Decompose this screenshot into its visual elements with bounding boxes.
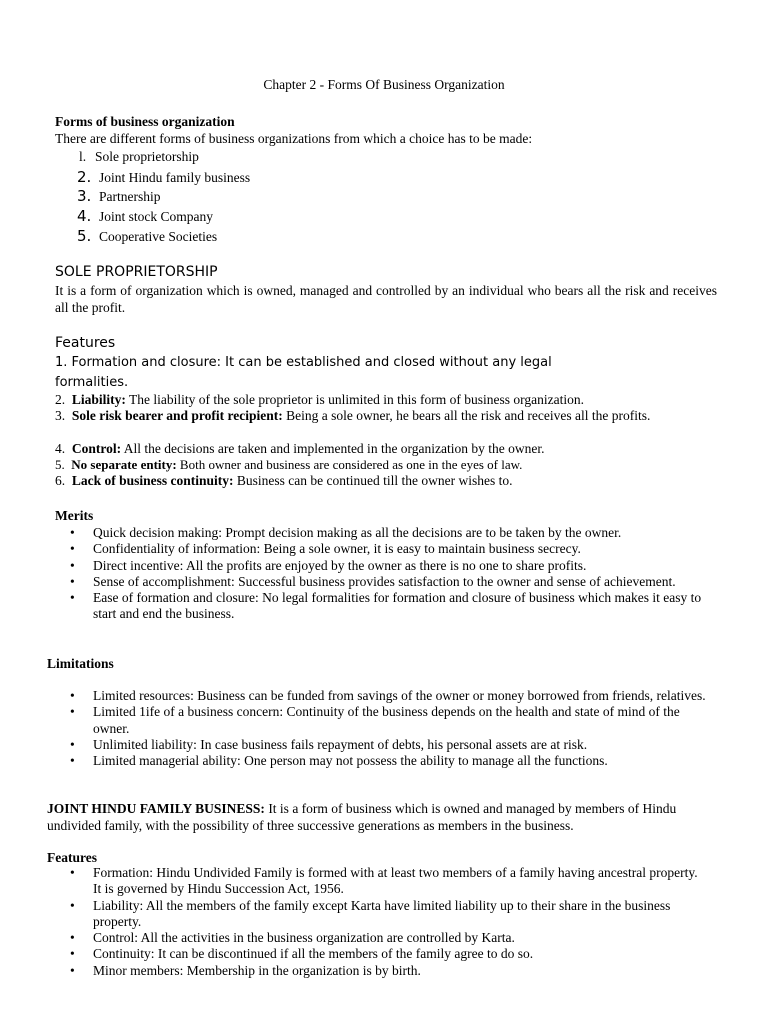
jhfb-heading: JOINT HINDU FAMILY BUSINESS: [47, 801, 265, 816]
feature-label: Lack of business continuity: [71, 473, 234, 488]
list-item: • Limited 1ife of a business concern: Continuity of the business depends on the health and state of mind of the owner. [70, 704, 680, 736]
feature-6 [55, 473, 513, 489]
list-item: • Unlimited liability: In case business fails repayment of debts, his personal assets are at risk. [70, 736, 588, 752]
jhfb-definition-text: It is a form of business which is owned and managed by members of Hindu undivided family, with the possibility of three successive generations as members in the business. [47, 801, 677, 833]
list-text: Partnership [99, 189, 161, 204]
bullet-icon: • [70, 946, 75, 962]
list-item: • Liability: All the members of the family except Karta have limited liability up to their share in the business property. [70, 897, 671, 929]
bullet-icon: • [70, 557, 75, 573]
list-item: • Control: All the activities in the business organization are controlled by Karta. [70, 930, 515, 946]
sole-heading: SOLE PROPRIETORSHIP [55, 264, 218, 280]
forms-heading: Forms of business organization [55, 114, 235, 129]
bullet-icon: • [70, 753, 75, 769]
feature-label: No separate entity: [71, 457, 177, 472]
list-item: • Continuity: It can be discontinued if all the members of the family agree to do so. [70, 946, 534, 962]
merits-heading: Merits [55, 508, 94, 523]
jhfb-definition [47, 801, 722, 834]
feature-number: 5. [55, 457, 65, 472]
feature-text: Being a sole owner, he bears all the risk and receives all the profits. [286, 408, 651, 423]
limitations-list [47, 688, 707, 769]
forms-list-item-5 [77, 227, 217, 245]
jhfb-features-list [47, 865, 707, 979]
bullet-icon: • [70, 525, 75, 540]
features-heading: Features [55, 335, 116, 351]
feature-3 [55, 408, 695, 424]
bullet-icon: • [70, 930, 75, 946]
bullet-icon: • [70, 962, 75, 978]
list-number: l. [79, 149, 87, 164]
feature-1-line2: formalities. [55, 375, 129, 390]
feature-text: Business can be continued till the owner wishes to. [236, 473, 513, 488]
feature-number: 3. [55, 408, 66, 423]
list-item: • Minor members: Membership in the organization is by birth. [70, 962, 421, 978]
feature-label: Liability: [71, 392, 126, 407]
list-text: Joint Hindu family business [99, 170, 251, 185]
bullet-icon: • [70, 736, 75, 752]
list-number: 4. [77, 207, 92, 225]
bullet-icon: • [70, 865, 75, 880]
list-item: • Limited managerial ability: One person may not possess the ability to manage all the functions. [70, 753, 608, 769]
limitations-heading: Limitations [47, 656, 114, 671]
feature-4 [55, 441, 545, 457]
list-item: • Quick decision making: Prompt decision making as all the decisions are to be taken by the owner. [70, 525, 622, 540]
list-item: • Limited resources: Business can be funded from savings of the owner or money borrowed from friends, relatives. [70, 688, 706, 703]
list-item: • Confidentiality of information: Being a sole owner, it is easy to maintain business secrecy. [70, 541, 581, 557]
feature-number: 4. [55, 441, 66, 456]
bullet-icon: • [70, 688, 75, 703]
forms-list-item-4 [77, 207, 213, 225]
list-item: • Sense of accomplishment: Successful business provides satisfaction to the owner and sense of achievement. [70, 573, 676, 589]
feature-number: 2. [55, 392, 66, 407]
forms-list-item-2 [77, 168, 250, 186]
feature-text: The liability of the sole proprietor is unlimited in this form of business organization. [129, 392, 584, 407]
feature-label: Control: [71, 441, 122, 456]
feature-2 [55, 392, 584, 408]
merits-list [47, 525, 707, 623]
bullet-icon: • [70, 704, 75, 720]
sole-definition: It is a form of organization which is owned, managed and controlled by an individual who bears all the risk and receives all the profit. [55, 283, 717, 315]
list-number: 2. [77, 168, 92, 186]
bullet-icon: • [70, 573, 75, 589]
list-number: 3. [77, 187, 92, 205]
jhfb-features-heading: Features [47, 850, 97, 865]
bullet-icon: • [70, 541, 75, 557]
list-item: • Formation: Hindu Undivided Family is formed with at least two members of a family having ancestral property. It is governed by Hindu Succession Act, 1956. [70, 865, 698, 897]
bullet-icon: • [70, 897, 75, 913]
list-item: • Direct incentive: All the profits are enjoyed by the owner as there is no one to share profits. [70, 557, 587, 573]
feature-label: Sole risk bearer and profit recipient: [71, 408, 283, 423]
feature-text: Both owner and business are considered as one in the eyes of law. [179, 457, 523, 472]
bullet-icon: • [70, 590, 75, 606]
forms-list-item-1 [79, 149, 199, 165]
feature-5 [55, 457, 522, 473]
feature-text: All the decisions are taken and implemented in the organization by the owner. [123, 441, 545, 456]
list-item: • Ease of formation and closure: No legal formalities for formation and closure of business which makes it easy to start and end the business. [70, 590, 702, 622]
list-text: Cooperative Societies [99, 229, 218, 244]
feature-1-line1: 1. Formation and closure: It can be established and closed without any legal [55, 355, 552, 370]
list-text: Joint stock Company [99, 209, 213, 224]
page-title: Chapter 2 - Forms Of Business Organization [263, 77, 505, 92]
list-text: Sole proprietorship [95, 149, 199, 164]
list-number: 5. [77, 227, 92, 245]
forms-list-item-3 [77, 187, 161, 205]
forms-intro: There are different forms of business organizations from which a choice has to be made: [55, 131, 533, 146]
feature-number: 6. [55, 473, 66, 488]
